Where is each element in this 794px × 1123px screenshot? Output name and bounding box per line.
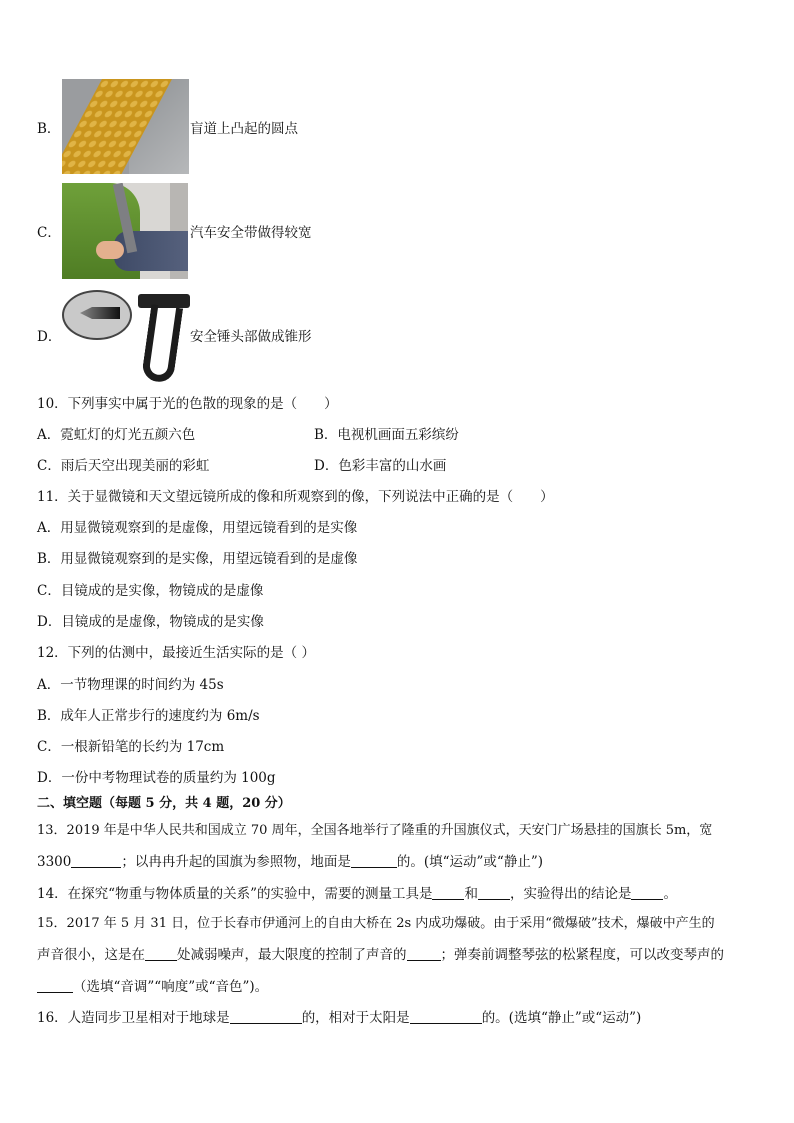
q12-option-d: D．一份中考物理试卷的质量约为 100g: [37, 770, 276, 786]
q10-option-d: D．色彩丰富的山水画: [314, 458, 447, 474]
q14-blank-2[interactable]: [478, 885, 510, 900]
q16-text-c: 的。(选填“静止”或“运动”): [481, 1010, 642, 1026]
q12-option-a: A．一节物理课的时间约为 45s: [37, 677, 224, 693]
option-d-letter: D．: [37, 329, 62, 345]
q10-stem: 10．下列事实中属于光的色散的现象的是（ ）: [37, 396, 338, 412]
q11-stem: 11．关于显微镜和天文望远镜所成的像和所观察到的像，下列说法中正确的是（ ）: [37, 489, 554, 505]
q11-option-b: B．用显微镜观察到的是实像，用望远镜看到的是虚像: [37, 551, 358, 567]
q15-line2: [37, 946, 724, 964]
seat-belt-image: [62, 183, 188, 279]
q15-text-d: （选填“音调”“响度”或“音色”)。: [73, 979, 269, 995]
q10-option-b: B．电视机画面五彩缤纷: [314, 427, 459, 443]
q11-option-a: A．用显微镜观察到的是虚像，用望远镜看到的是实像: [37, 520, 358, 536]
q11-option-c: C．目镜成的是实像，物镜成的是虚像: [37, 583, 264, 599]
q12-option-b: B．成年人正常步行的速度约为 6m/s: [37, 708, 260, 724]
q16-blank-1[interactable]: [230, 1009, 302, 1024]
q14-blank-1[interactable]: [432, 885, 464, 900]
q15-text-c: ；弹奏前调整琴弦的松紧程度，可以改变琴声的: [440, 947, 724, 963]
q13-blank-1[interactable]: [71, 853, 121, 868]
q14-text-a: 14．在探究“物重与物体质量的关系”的实验中，需要的测量工具是: [37, 886, 433, 902]
option-c-letter: C．: [37, 225, 61, 241]
q14-text-b: 和: [464, 886, 478, 902]
q13-text-b: ；以冉冉升起的国旗为参照物，地面是: [121, 854, 351, 870]
q14-blank-3[interactable]: [631, 885, 663, 900]
q10-option-c: C．雨后天空出现美丽的彩虹: [37, 458, 210, 474]
section-heading-fill-blank: 二、填空题（每题 5 分，共 4 题，20 分）: [37, 796, 291, 811]
q13-line1: 13．2019 年是中华人民共和国成立 70 周年，全国各地举行了隆重的升国旗仪式，天安门广场悬挂的国旗长 5m，宽: [37, 823, 713, 838]
q16-line: [37, 1009, 641, 1027]
safety-hammer-image: [60, 286, 192, 386]
option-d-text: 安全锤头部做成锥形: [190, 329, 312, 345]
q15-blank-2[interactable]: [407, 946, 441, 961]
q14-text-d: 。: [663, 886, 677, 902]
q15-line3: [37, 978, 268, 996]
q14-line: [37, 885, 677, 903]
q12-stem: 12．下列的估测中，最接近生活实际的是（ ）: [37, 645, 315, 661]
option-c-text: 汽车安全带做得较宽: [190, 225, 312, 241]
option-b-letter: B．: [37, 121, 61, 137]
q13-text-c: 的。(填“运动”或“静止”): [396, 854, 543, 870]
q13-line2: [37, 853, 543, 871]
q12-option-c: C．一根新铅笔的长约为 17cm: [37, 739, 225, 755]
q10-option-a: A．霓虹灯的灯光五颜六色: [37, 427, 196, 443]
q15-blank-1[interactable]: [145, 946, 177, 961]
q15-text-b: 处减弱噪声，最大限度的控制了声音的: [177, 947, 407, 963]
q14-text-c: ，实验得出的结论是: [509, 886, 632, 902]
q16-blank-2[interactable]: [410, 1009, 482, 1024]
q15-line1: 15．2017 年 5 月 31 日，位于长春市伊通河上的自由大桥在 2s 内成功爆破。由于采用“微爆破”技术，爆破中产生的: [37, 916, 715, 931]
tactile-paving-image: [62, 79, 189, 174]
option-b-text: 盲道上凸起的圆点: [190, 121, 298, 137]
q16-text-a: 16．人造同步卫星相对于地球是: [37, 1010, 230, 1026]
q11-option-d: D．目镜成的是虚像，物镜成的是实像: [37, 614, 264, 630]
q15-blank-3[interactable]: [37, 978, 73, 993]
q16-text-b: 的，相对于太阳是: [301, 1010, 410, 1026]
q13-text-a: 3300: [37, 854, 72, 870]
q13-blank-2[interactable]: [351, 853, 397, 868]
q15-text-a: 声音很小，这是在: [37, 947, 145, 963]
